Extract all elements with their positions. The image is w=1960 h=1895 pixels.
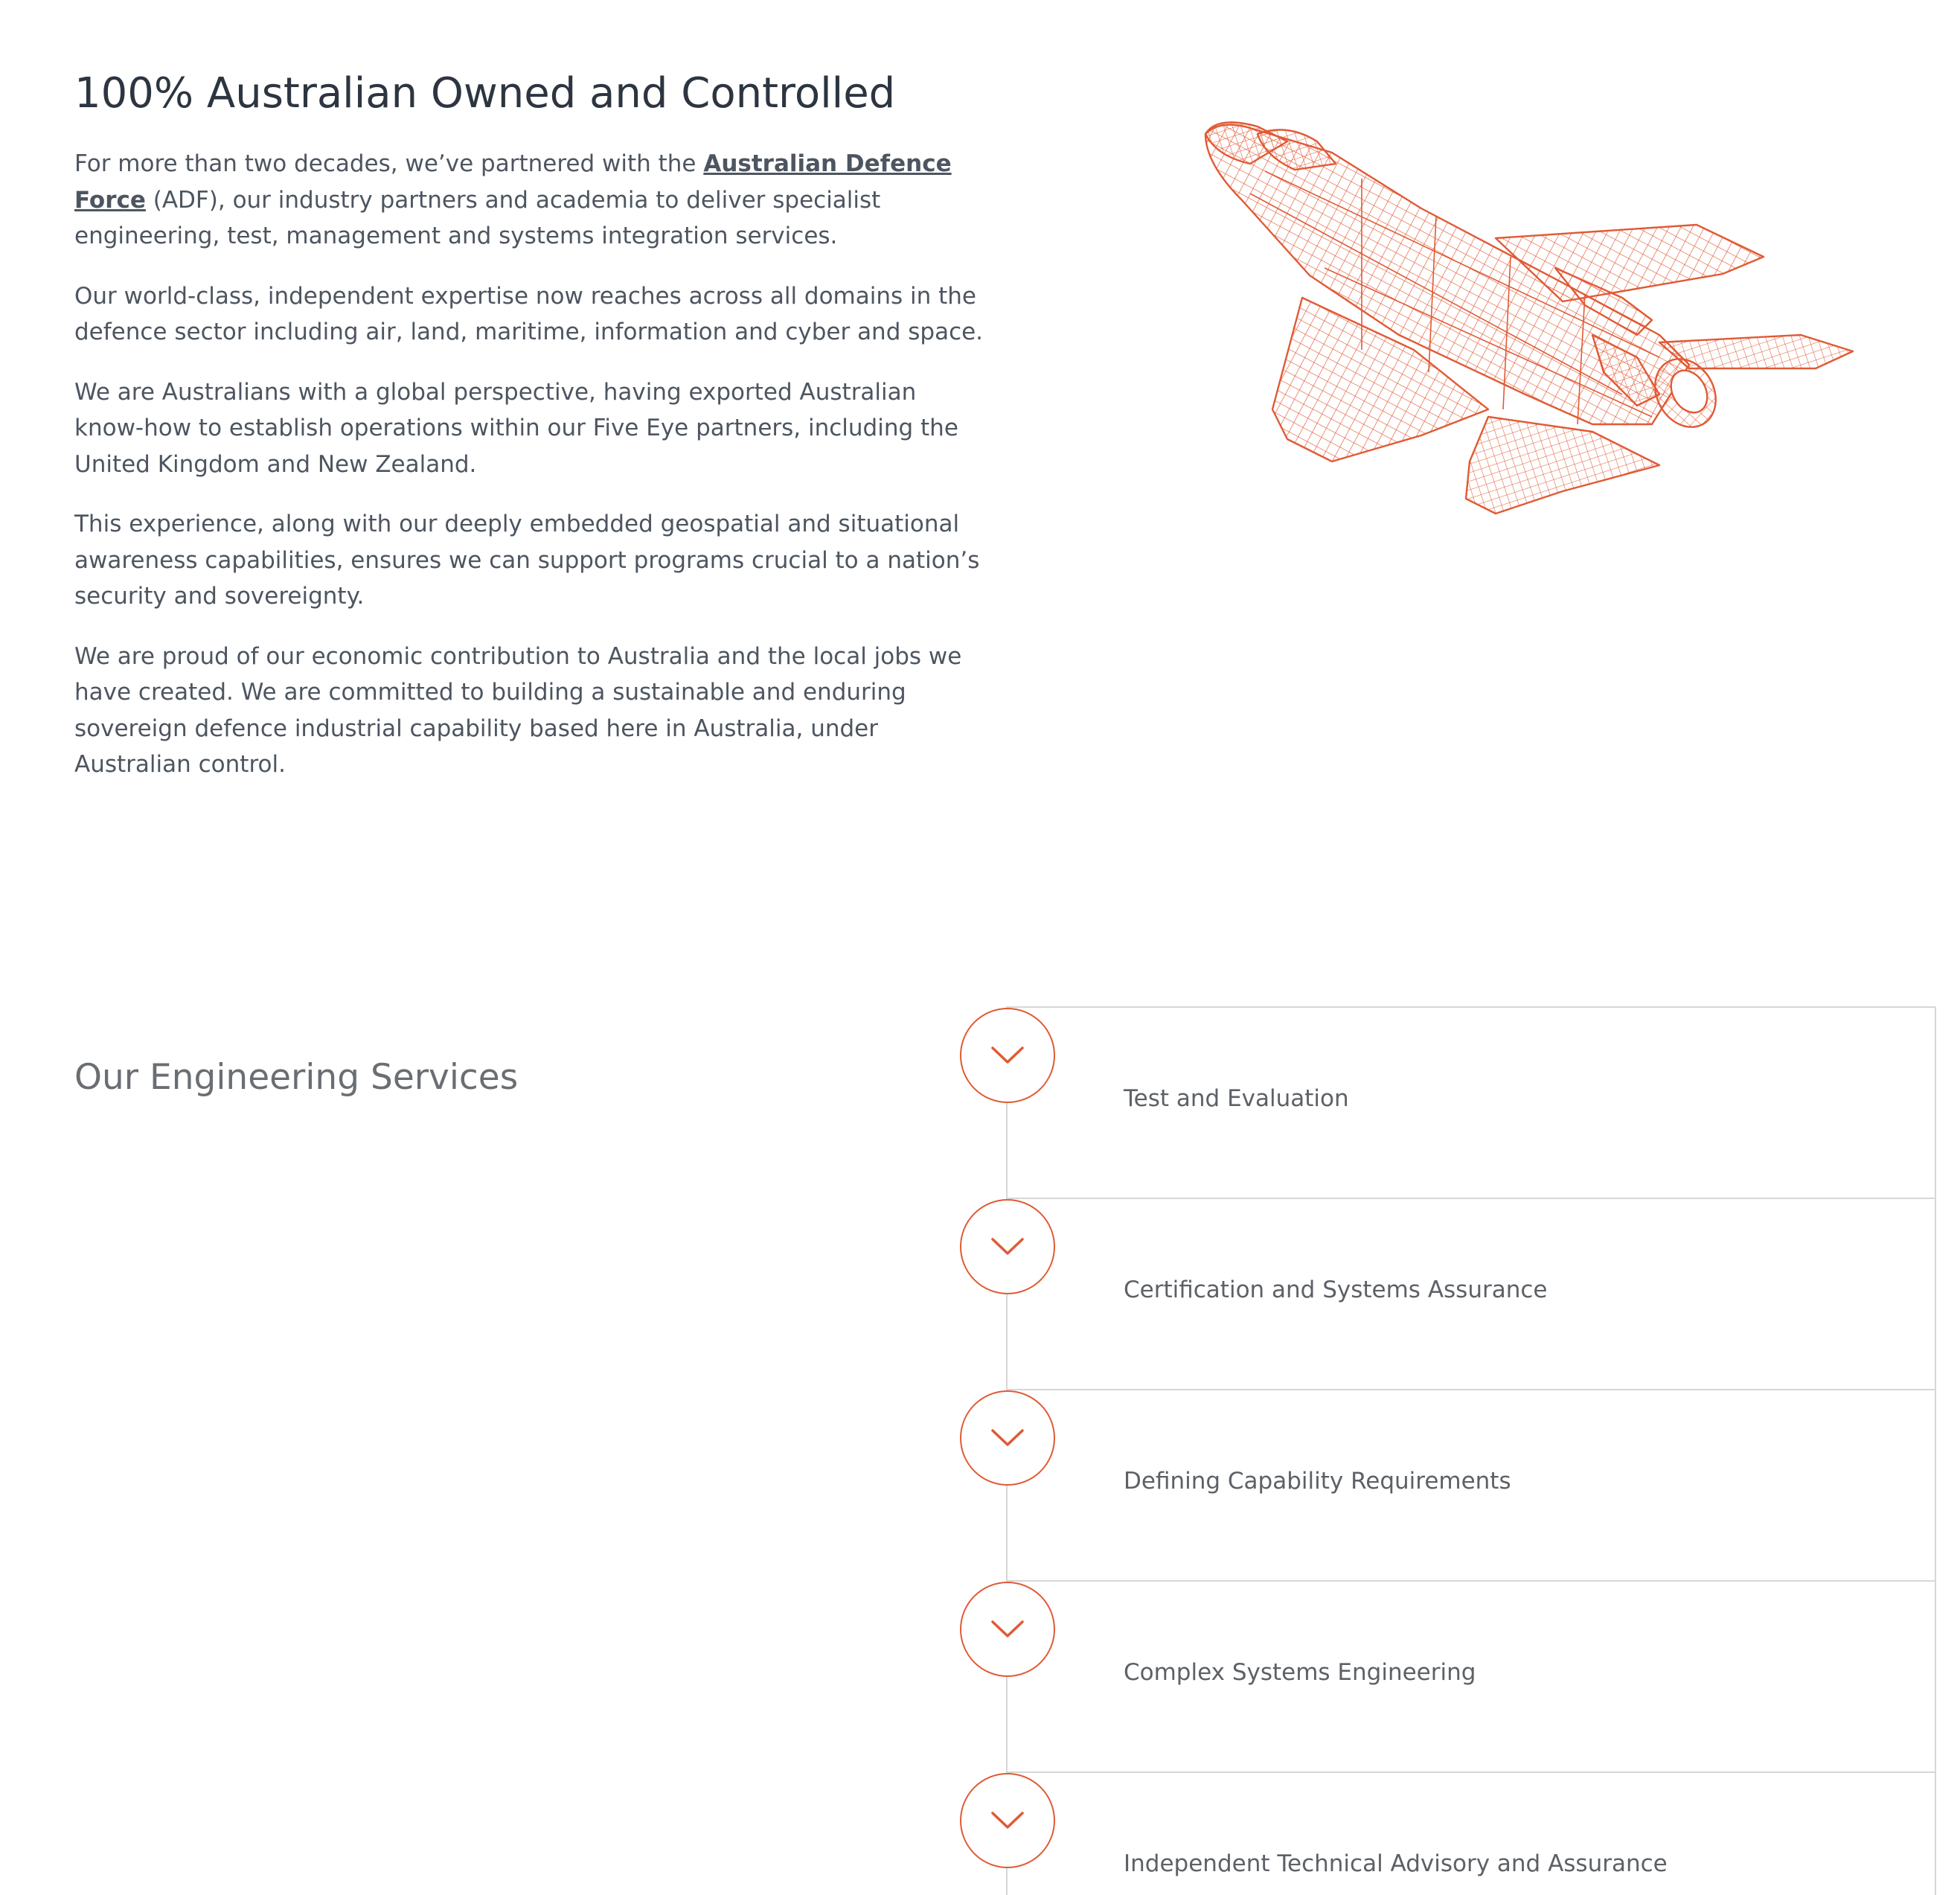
service-label: Independent Technical Advisory and Assurance — [1124, 1850, 1668, 1877]
service-label: Defining Capability Requirements — [1124, 1468, 1511, 1495]
intro-paragraph-4: This experience, along with our deeply embedded geospatial and situational awareness capabilities, ensures we can support programs crucial to a nation’s security and sovereignty. — [74, 511, 980, 610]
service-item-complex-systems-engineering[interactable] — [1008, 1582, 1935, 1773]
intro-paragraph-1-start: For more than two decades, we’ve partnered with the — [74, 150, 704, 177]
intro-paragraph-5: We are proud of our economic contribution to Australia and the local jobs we have created. We are committed to building a sustainable and enduring sovereign defence industrial capability based here in Australia, under Australian control. — [74, 642, 962, 778]
service-item-defining-capability-requirements[interactable] — [1008, 1390, 1935, 1582]
service-item-test-and-evaluation[interactable] — [1008, 1008, 1935, 1199]
service-expand-button[interactable] — [960, 1008, 1055, 1103]
intro-paragraph-3: We are Australians with a global perspective, having exported Australian know-how to establish operations within our Five Eye partners, including the United Kingdom and New Zealand. — [74, 378, 958, 478]
intro-body — [74, 146, 990, 807]
australian-defence-force-link[interactable]: Australian Defence Force — [74, 150, 952, 214]
intro-paragraph-2: Our world-class, independent expertise now reaches across all domains in the defence sector including air, land, maritime, information and cyber and space. — [74, 282, 984, 345]
service-item-independent-technical-advisory[interactable] — [1008, 1773, 1935, 1895]
chevron-down-icon — [990, 1046, 1025, 1065]
services-title: Our Engineering Services — [74, 1057, 519, 1098]
service-item-certification-and-systems-assurance[interactable] — [1008, 1199, 1935, 1390]
service-label: Complex Systems Engineering — [1124, 1659, 1476, 1686]
chevron-down-icon — [990, 1620, 1025, 1639]
service-label: Certification and Systems Assurance — [1124, 1276, 1548, 1303]
service-expand-button[interactable] — [960, 1773, 1055, 1868]
service-label: Test and Evaluation — [1124, 1085, 1349, 1112]
services-accordion — [1006, 1006, 1936, 1895]
chevron-down-icon — [990, 1428, 1025, 1448]
intro-paragraph-1 — [74, 146, 990, 255]
service-expand-button[interactable] — [960, 1582, 1055, 1677]
service-expand-button[interactable] — [960, 1390, 1055, 1486]
intro-title: 100% Australian Owned and Controlled — [74, 69, 896, 118]
chevron-down-icon — [990, 1811, 1025, 1830]
intro-paragraph-1-end: (ADF), our industry partners and academia to deliver specialist engineering, test, management and systems integration services. — [74, 186, 881, 249]
chevron-down-icon — [990, 1237, 1025, 1256]
fighter-jet-wireframe-icon — [1176, 112, 1860, 543]
service-expand-button[interactable] — [960, 1199, 1055, 1294]
